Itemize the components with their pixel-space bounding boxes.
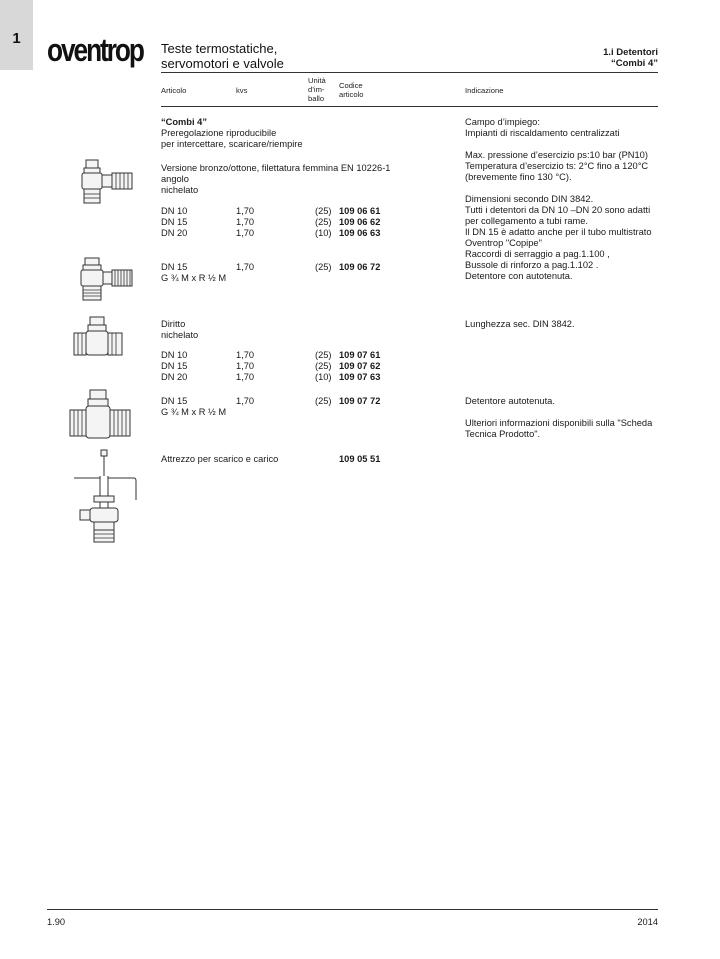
- straight-valve-icon: [72, 315, 124, 361]
- row-kvs: 1,70: [236, 372, 255, 382]
- angle-valve-threaded-icon: [76, 256, 138, 304]
- row-kvs: 1,70: [236, 262, 255, 272]
- indication-self-sealing-2: Detentore autotenuta.: [465, 396, 555, 406]
- product-finish: nichelato: [161, 330, 199, 340]
- indication-sleeves: Bussole di rinforzo a pag.1.102 .: [465, 260, 599, 270]
- row-code: 109 07 63: [339, 372, 381, 382]
- col-codice-2: articolo: [339, 90, 364, 99]
- row-dn: DN 20: [161, 228, 188, 238]
- indication-info-2: Tecnica Prodotto".: [465, 429, 541, 439]
- edition-year: 2014: [637, 917, 658, 927]
- product-feature-2: per intercettare, scaricare/riempire: [161, 139, 303, 149]
- brand-logo: oventrop: [47, 32, 143, 68]
- product-shape: angolo: [161, 174, 189, 184]
- indication-info-1: Ulteriori informazioni disponibili sulla "Scheda: [465, 418, 653, 428]
- page-title: [161, 41, 284, 71]
- col-articolo: Articolo: [161, 86, 187, 95]
- product-name: “Combi 4”: [161, 117, 207, 127]
- row-code: 109 07 72: [339, 396, 381, 406]
- indication-length: Lunghezza sec. DIN 3842.: [465, 319, 575, 329]
- row-code: 109 07 61: [339, 350, 381, 360]
- straight-valve-threaded-icon: [68, 388, 132, 444]
- angle-valve-icon: [76, 158, 138, 208]
- col-unita-1: Unità: [308, 76, 326, 85]
- row-pack: (25): [315, 361, 332, 371]
- indication-multilayer-2: Oventrop "Copipe": [465, 238, 542, 248]
- row-pack: (25): [315, 217, 332, 227]
- row-code: 109 06 61: [339, 206, 381, 216]
- row-thread: G ¾ M x R ½ M: [161, 273, 227, 283]
- indication-temperature-peak: (brevemente fino 130 °C).: [465, 172, 572, 182]
- indication-usage-title: Campo d’impiego:: [465, 117, 540, 127]
- col-codice: [339, 81, 363, 99]
- section-number: 1.i Detentori: [603, 47, 658, 58]
- column-header-rule: [161, 106, 658, 107]
- row-dn: DN 10: [161, 206, 188, 216]
- row-code: 109 07 62: [339, 361, 381, 371]
- row-kvs: 1,70: [236, 350, 255, 360]
- col-unita: [308, 76, 326, 103]
- row-thread: G ¾ M x R ½ M: [161, 407, 227, 417]
- row-code: 109 06 63: [339, 228, 381, 238]
- row-dn: DN 10: [161, 350, 188, 360]
- col-kvs: kvs: [236, 86, 248, 95]
- col-codice-1: Codice: [339, 81, 363, 90]
- header-rule: [161, 72, 658, 73]
- title-line-1: Teste termostatiche,: [161, 41, 278, 56]
- chapter-tab: 1: [0, 0, 33, 70]
- row-dn: DN 20: [161, 372, 188, 382]
- row-pack: (25): [315, 262, 332, 272]
- col-indicazione: Indicazione: [465, 86, 504, 95]
- indication-multilayer-1: Il DN 15 è adatto anche per il tubo multistrato: [465, 227, 652, 237]
- row-kvs: 1,70: [236, 361, 255, 371]
- tool-code: 109 05 51: [339, 454, 381, 464]
- indication-copper-2: per collegamento a tubi rame.: [465, 216, 588, 226]
- indication-pressure: Max. pressione d’esercizio ps:10 bar (PN10): [465, 150, 648, 160]
- row-pack: (10): [315, 372, 332, 382]
- indication-copper-1: Tutti i detentori da DN 10 –DN 20 sono adatti: [465, 205, 651, 215]
- footer-rule: [47, 909, 658, 910]
- row-kvs: 1,70: [236, 206, 255, 216]
- row-dn: DN 15: [161, 262, 188, 272]
- indication-self-sealing: Detentore con autotenuta.: [465, 271, 573, 281]
- row-kvs: 1,70: [236, 217, 255, 227]
- indication-dimensions: Dimensioni secondo DIN 3842.: [465, 194, 594, 204]
- col-unita-3: ballo: [308, 94, 325, 103]
- product-finish: nichelato: [161, 185, 199, 195]
- row-pack: (25): [315, 396, 332, 406]
- row-code: 109 06 62: [339, 217, 381, 227]
- drain-fill-tool-icon: [72, 448, 138, 544]
- title-line-2: servomotori e valvole: [161, 56, 284, 71]
- row-pack: (10): [315, 228, 332, 238]
- product-feature-1: Preregolazione riproducibile: [161, 128, 277, 138]
- product-version: Versione bronzo/ottone, filettatura femmina EN 10226-1: [161, 163, 391, 173]
- tool-name: Attrezzo per scarico e carico: [161, 454, 279, 464]
- row-dn: DN 15: [161, 396, 188, 406]
- indication-fittings: Raccordi di serraggio a pag.1.100 ,: [465, 249, 610, 259]
- row-code: 109 06 72: [339, 262, 381, 272]
- row-pack: (25): [315, 206, 332, 216]
- row-kvs: 1,70: [236, 396, 255, 406]
- row-pack: (25): [315, 350, 332, 360]
- row-dn: DN 15: [161, 217, 188, 227]
- indication-usage: Impianti di riscaldamento centralizzati: [465, 128, 620, 138]
- row-kvs: 1,70: [236, 228, 255, 238]
- row-dn: DN 15: [161, 361, 188, 371]
- section-name: “Combi 4”: [611, 58, 658, 69]
- col-unita-2: d’im-: [308, 85, 325, 94]
- indication-temperature: Temperatura d’esercizio ts: 2°C fino a 120°C: [465, 161, 649, 171]
- page-number: 1.90: [47, 917, 66, 927]
- product-shape: Diritto: [161, 319, 186, 329]
